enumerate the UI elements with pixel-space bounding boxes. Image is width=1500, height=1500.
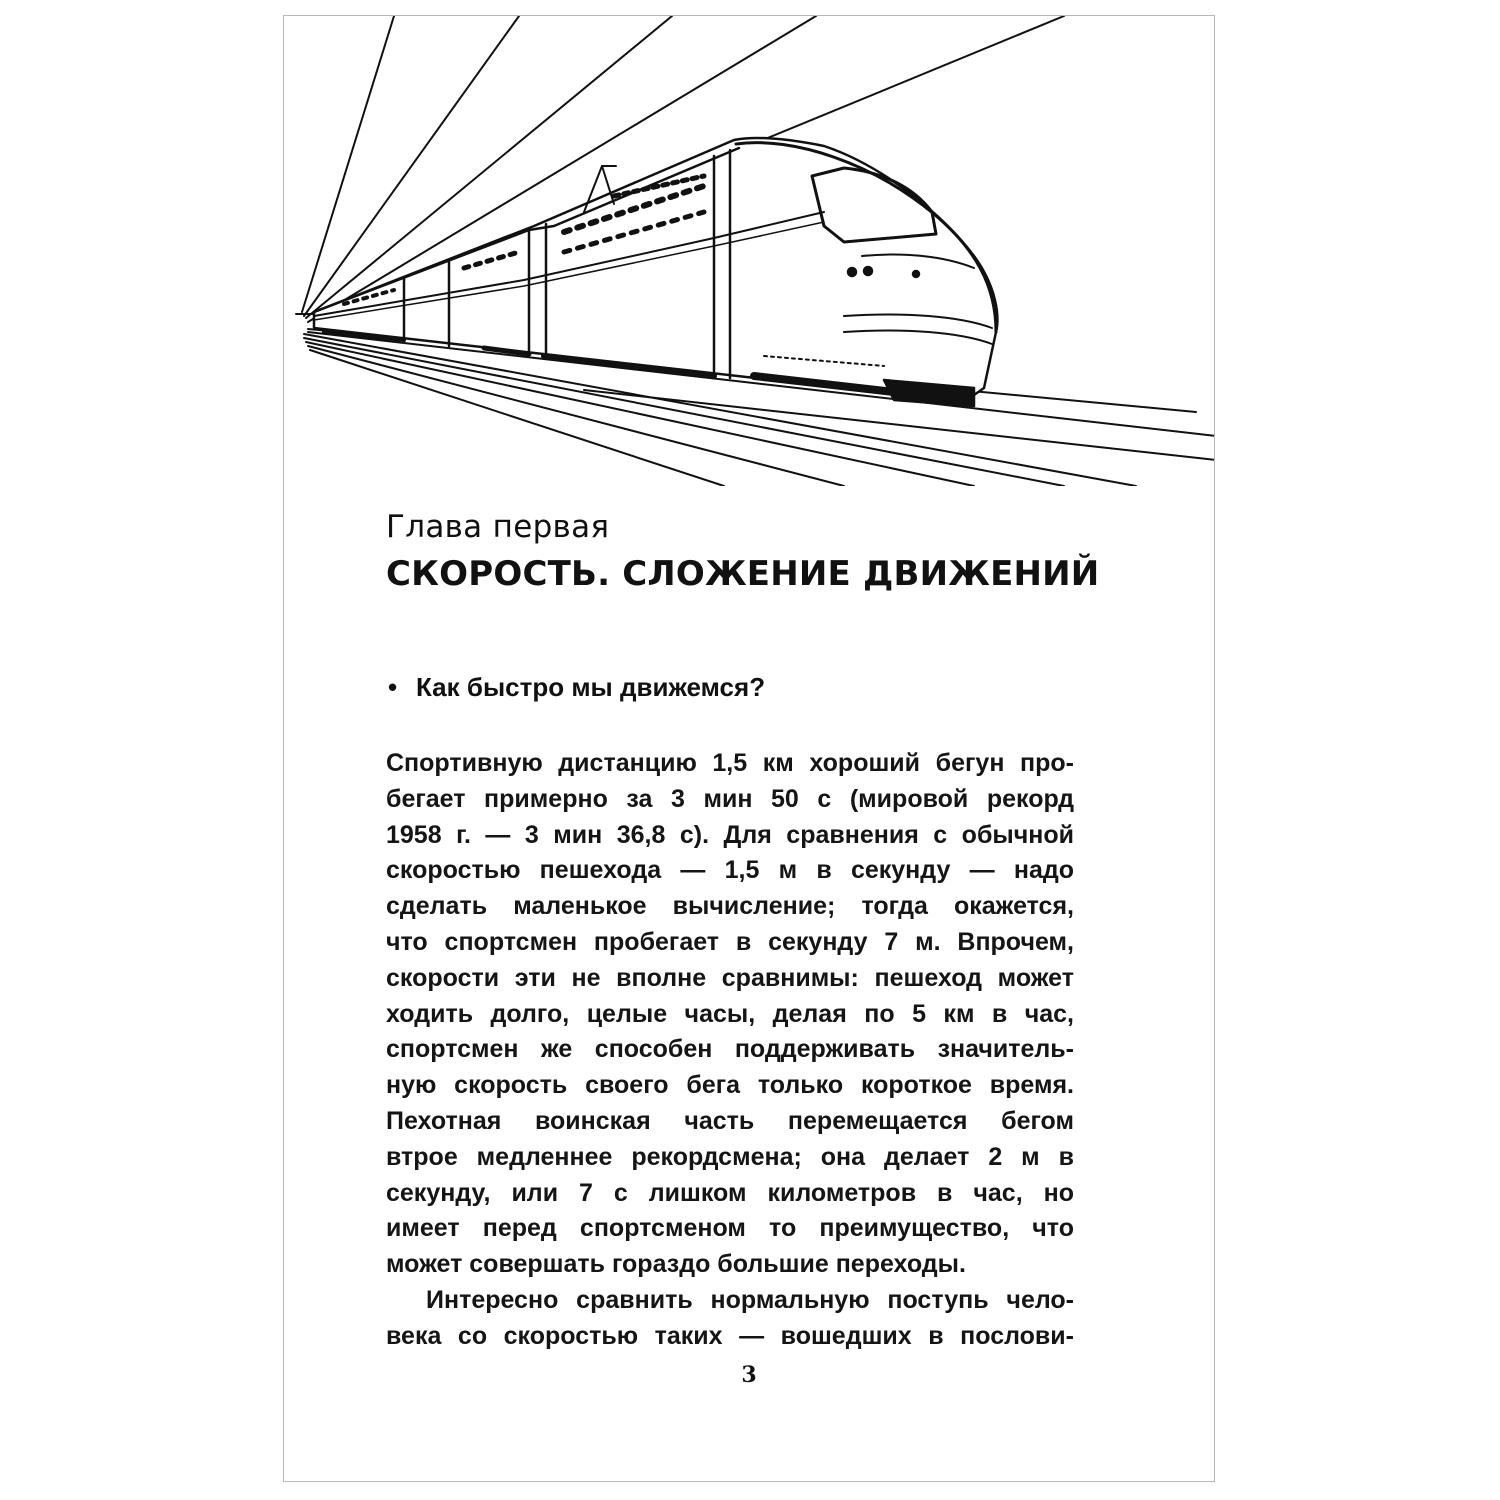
body-line: Спортивную дистанцию 1,5 км хороший бегун про- [386,749,1074,777]
body-line: 1958 г. — 3 мин 36,8 с). Для сравнения с обычной [386,820,1074,849]
body-line: скорости эти не вполне сравнимы: пешеход может [386,963,1074,992]
body-text [386,746,1074,1355]
chapter-title: СКОРОСТЬ. СЛОЖЕНИЕ ДВИЖЕНИЙ [386,554,1100,594]
body-line: имеет перед спортсменом то преимущество, что [386,1214,1074,1243]
section-heading-text: Как быстро мы движемся? [416,672,766,702]
body-line: спортсмен же способен поддерживать значитель- [386,1035,1074,1064]
page-number: 3 [741,1362,757,1388]
body-line: ходить долго, целые часы, делая по 5 км в час, [386,999,1074,1028]
train-illustration [284,16,1215,486]
chapter-label: Глава первая [386,509,610,545]
body-line: века со скоростью таких — вошедших в послови- [386,1321,1074,1350]
section-heading [388,672,765,703]
bullet-icon: • [388,672,398,702]
book-page [283,15,1215,1482]
body-line: что спортсмен пробегает в секунду 7 м. Впрочем, [386,927,1074,956]
body-line: сделать маленькое вычисление; тогда окажется, [386,892,1074,921]
body-line: втрое медленнее рекордсмена; она делает 2 м в [386,1142,1074,1171]
body-line: секунду, или 7 с лишком километров в час, но [386,1178,1074,1207]
body-line: Пехотная воинская часть перемещается бегом [386,1106,1074,1135]
body-line: скоростью пешехода — 1,5 м в секунду — надо [386,856,1074,885]
body-line: бегает примерно за 3 мин 50 с (мировой рекорд [386,784,1074,813]
body-line: может совершать гораздо большие переходы. [386,1250,966,1279]
body-line: ную скорость своего бега только короткое время. [386,1071,1074,1100]
body-line: Интересно сравнить нормальную поступь чело- [426,1285,1074,1314]
